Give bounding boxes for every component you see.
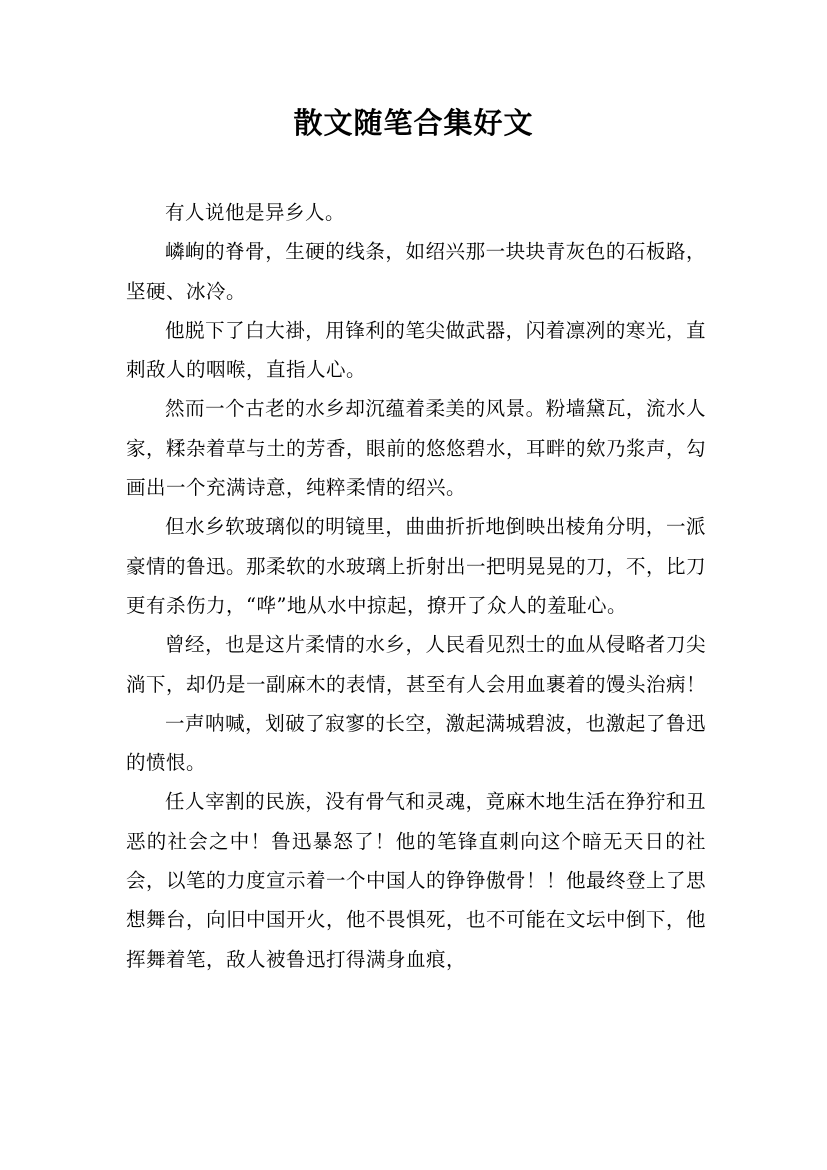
- paragraph: 曾经，也是这片柔情的水乡，人民看见烈士的血从侵略者刀尖淌下，却仍是一副麻木的表情，甚至有人会用血裹着的馒头治病！: [126, 633, 707, 696]
- paragraph: 一声呐喊，划破了寂寥的长空，激起满城碧波，也激起了鲁迅的愤恨。: [126, 711, 706, 775]
- paragraph: 嶙峋的脊骨，生硬的线条，如绍兴那一块块青灰色的石板路，坚硬、冰冷。: [126, 240, 706, 303]
- paragraph: 有人说他是异乡人。: [165, 201, 346, 224]
- document-body: [126, 193, 706, 979]
- paragraph: 任人宰割的民族，没有骨气和灵魂，竟麻木地生活在狰狞和丑恶的社会之中！鲁迅暴怒了！他的笔锋直刺向这个暗无天日的社会，以笔的力度宣示着一个中国人的铮铮傲骨！！他最终登上了思想舞台，向旧中国开火，他不畏惧死，也不可能在文坛中倒下，他挥舞着笔，敌人被鲁迅打得满身血痕，: [126, 790, 707, 971]
- paragraph: 但水乡软玻璃似的明镜里，曲曲折折地倒映出棱角分明，一派豪情的鲁迅。那柔软的水玻璃上折射出一把明晃晃的刀，不，比刀更有杀伤力，“哗”地从水中掠起，撩开了众人的羞耻心。: [126, 515, 707, 617]
- paragraph: 然而一个古老的水乡却沉蕴着柔美的风景。粉墙黛瓦，流水人家，糅杂着草与土的芳香，眼前的悠悠碧水，耳畔的欸乃浆声，勾画出一个充满诗意，纯粹柔情的绍兴。: [126, 397, 707, 500]
- document-title: 散文随笔合集好文: [293, 106, 534, 140]
- paragraph: 他脱下了白大褂，用锋利的笔尖做武器，闪着凛冽的寒光，直刺敌人的咽喉，直指人心。: [126, 318, 706, 382]
